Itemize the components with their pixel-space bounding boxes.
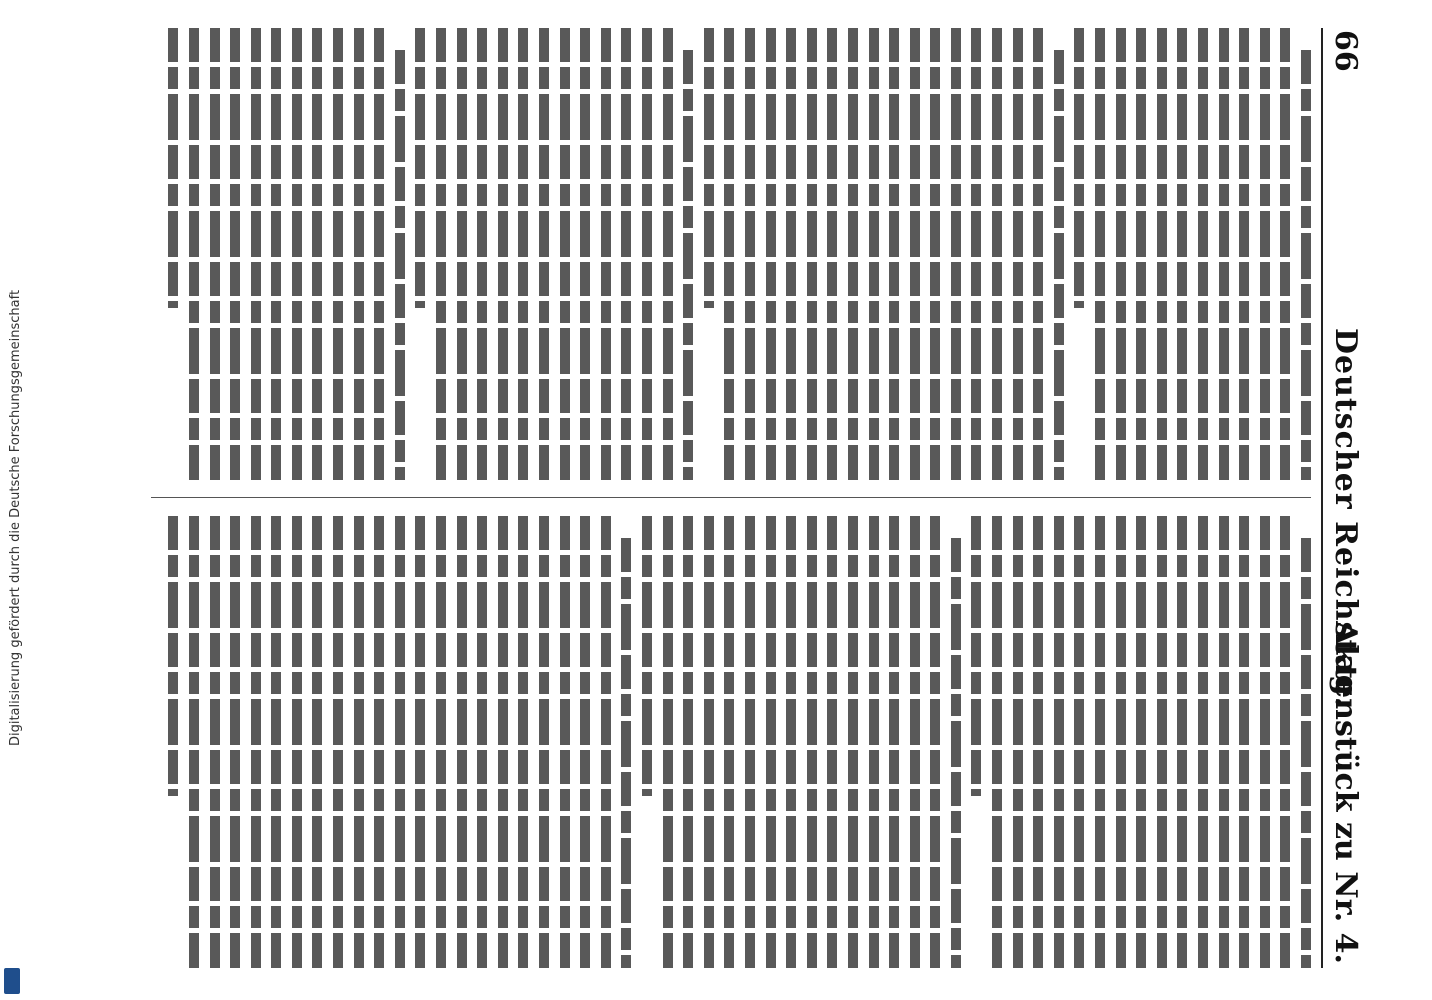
text-line	[189, 516, 199, 968]
text-line	[292, 28, 302, 480]
text-line	[786, 28, 796, 480]
text-line	[415, 516, 425, 968]
dfg-logo	[4, 968, 20, 994]
text-line	[683, 50, 693, 480]
text-line	[827, 28, 837, 480]
text-line	[1301, 538, 1311, 968]
text-line	[333, 516, 343, 968]
text-line	[580, 516, 590, 968]
text-line	[477, 516, 487, 968]
text-line	[972, 28, 982, 480]
text-line	[1033, 516, 1043, 968]
text-line	[869, 516, 879, 968]
text-line	[230, 516, 240, 968]
text-line	[354, 516, 364, 968]
text-line	[663, 28, 673, 480]
text-line	[807, 28, 817, 480]
text-line	[621, 538, 631, 968]
text-line	[1095, 516, 1105, 968]
text-line	[251, 516, 261, 968]
text-line	[1260, 28, 1270, 480]
page-number: 66	[1328, 30, 1363, 72]
text-column-right	[151, 516, 1311, 968]
text-line	[1280, 516, 1290, 968]
text-line	[374, 28, 384, 480]
text-line	[1054, 50, 1064, 480]
text-line	[1198, 516, 1208, 968]
text-line	[724, 28, 734, 480]
text-line	[1219, 516, 1229, 968]
text-line	[168, 516, 178, 796]
text-line	[663, 516, 673, 968]
text-line	[910, 28, 920, 480]
text-line	[1280, 28, 1290, 480]
text-line	[1157, 516, 1167, 968]
text-line	[539, 28, 549, 480]
text-line	[601, 28, 611, 480]
text-line	[313, 516, 323, 968]
text-line	[992, 516, 1002, 968]
text-line	[889, 516, 899, 968]
text-line	[354, 28, 364, 480]
running-head-title: Deutscher Reichstag.	[1328, 328, 1363, 709]
text-line	[292, 516, 302, 968]
document-reference: Aktenstück zu Nr. 4.	[1328, 621, 1363, 964]
text-line	[560, 516, 570, 968]
text-line	[251, 28, 261, 480]
text-line	[1136, 516, 1146, 968]
text-line	[457, 516, 467, 968]
text-line	[642, 28, 652, 480]
text-line	[848, 28, 858, 480]
text-line	[704, 28, 714, 308]
text-line	[889, 28, 899, 480]
text-line	[621, 28, 631, 480]
text-line	[786, 516, 796, 968]
text-line	[436, 516, 446, 968]
text-line	[1116, 28, 1126, 480]
text-line	[827, 516, 837, 968]
text-line	[168, 28, 178, 308]
text-line	[1198, 28, 1208, 480]
text-line	[683, 516, 693, 968]
text-line	[724, 516, 734, 968]
text-line	[745, 28, 755, 480]
text-line	[704, 516, 714, 968]
text-line	[745, 516, 755, 968]
text-line	[230, 28, 240, 480]
text-line	[374, 516, 384, 968]
text-line	[807, 516, 817, 968]
text-line	[930, 28, 940, 480]
text-line	[271, 28, 281, 480]
text-line	[951, 538, 961, 968]
text-line	[1074, 516, 1084, 968]
text-line	[766, 516, 776, 968]
text-line	[333, 28, 343, 480]
running-head	[1321, 28, 1367, 968]
text-line	[271, 516, 281, 968]
text-line	[518, 516, 528, 968]
text-line	[1136, 28, 1146, 480]
digitization-credit: Digitalisierung gefördert durch die Deutsche Forschungsgemeinschaft	[8, 289, 23, 747]
text-line	[436, 28, 446, 480]
text-line	[539, 516, 549, 968]
text-column-left	[151, 28, 1311, 480]
text-line	[1116, 516, 1126, 968]
text-line	[313, 28, 323, 480]
text-line	[477, 28, 487, 480]
text-line	[1095, 28, 1105, 480]
text-line	[1157, 28, 1167, 480]
text-line	[580, 28, 590, 480]
text-line	[498, 516, 508, 968]
text-line	[415, 28, 425, 308]
text-line	[910, 516, 920, 968]
text-line	[601, 516, 611, 968]
text-line	[189, 28, 199, 480]
text-line	[766, 28, 776, 480]
text-line	[210, 516, 220, 968]
text-line	[972, 516, 982, 796]
document-page	[137, 28, 1367, 968]
text-line	[869, 28, 879, 480]
text-line	[848, 516, 858, 968]
text-line	[1260, 516, 1270, 968]
column-divider	[151, 497, 1311, 498]
text-line	[642, 516, 652, 796]
text-line	[1239, 28, 1249, 480]
text-line	[1074, 28, 1084, 308]
text-line	[1177, 516, 1187, 968]
text-line	[395, 516, 405, 968]
text-line	[457, 28, 467, 480]
text-line	[1013, 516, 1023, 968]
text-line	[1301, 50, 1311, 480]
text-line	[1054, 516, 1064, 968]
text-line	[210, 28, 220, 480]
text-line	[1033, 28, 1043, 480]
text-line	[560, 28, 570, 480]
text-line	[951, 28, 961, 480]
text-line	[498, 28, 508, 480]
text-line	[1177, 28, 1187, 480]
text-line	[395, 50, 405, 480]
text-line	[930, 516, 940, 968]
text-line	[992, 28, 1002, 480]
text-line	[1239, 516, 1249, 968]
text-line	[518, 28, 528, 480]
text-line	[1219, 28, 1229, 480]
text-line	[1013, 28, 1023, 480]
